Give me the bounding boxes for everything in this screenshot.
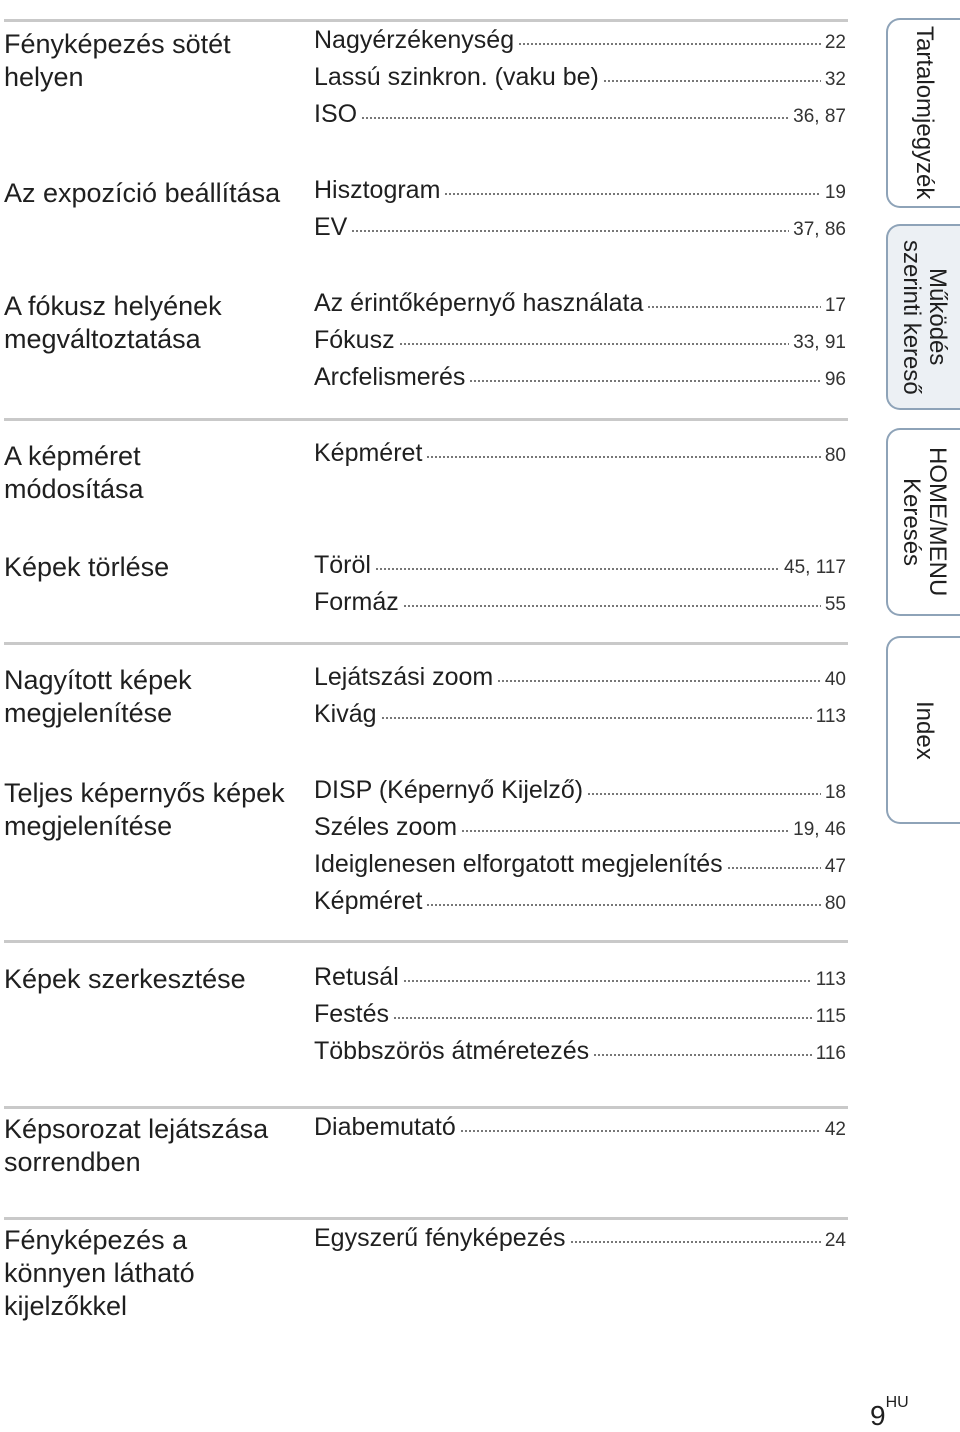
page-number-value: 9 (870, 1400, 886, 1431)
leader-dots (426, 455, 820, 459)
entry-label: Kivág (314, 700, 377, 728)
index-entry[interactable] (314, 1113, 846, 1147)
entry-page: 18 (824, 782, 846, 803)
tab-index[interactable] (886, 636, 960, 824)
tab-operation-search-label: Működés szerinti kereső (898, 239, 951, 395)
entry-label: Töröl (314, 551, 371, 579)
entry-page: 37, 86 (793, 219, 846, 240)
entry-label: Hisztogram (314, 176, 441, 204)
leader-dots (570, 1240, 821, 1244)
entry-label: Ideiglenesen elforgatott megjelenítés (314, 850, 723, 878)
entry-page: 42 (824, 1119, 846, 1140)
entry-label: Lassú szinkron. (vaku be) (314, 63, 599, 91)
index-entry[interactable] (314, 887, 846, 921)
entry-page: 32 (824, 69, 846, 90)
index-entry[interactable] (314, 850, 846, 884)
tab-contents[interactable] (886, 18, 960, 208)
tab-contents-label: Tartalomjegyzék (911, 26, 938, 200)
leader-dots (587, 792, 821, 796)
category-title: Fényképezés a könnyen látható kijelzőkkel (4, 1225, 195, 1321)
section-divider (4, 418, 848, 421)
index-entry[interactable] (314, 26, 846, 60)
leader-dots (393, 1016, 812, 1020)
index-entry[interactable] (314, 963, 846, 997)
leader-dots (444, 192, 820, 196)
section-divider (4, 19, 848, 22)
category-title: Képsorozat lejátszása sorrendben (4, 1114, 269, 1177)
entry-label: DISP (Képernyő Kijelző) (314, 776, 584, 804)
entry-label: Formáz (314, 588, 399, 616)
category-title: A fókusz helyének megváltoztatása (4, 291, 222, 354)
entry-label: Az érintőképernyő használata (314, 289, 644, 317)
index-entry[interactable] (314, 363, 846, 397)
leader-dots (403, 979, 812, 983)
entry-label: Festés (314, 1000, 390, 1028)
leader-dots (518, 42, 821, 46)
index-entry[interactable] (314, 439, 846, 473)
leader-dots (461, 829, 789, 833)
leader-dots (647, 305, 820, 309)
entry-label: Széles zoom (314, 813, 458, 841)
tab-index-label: Index (911, 700, 938, 760)
index-entry[interactable] (314, 63, 846, 97)
entry-page: 80 (824, 893, 846, 914)
leader-dots (426, 903, 820, 907)
category-title: Fényképezés sötét helyen (4, 29, 231, 92)
entry-page: 22 (824, 32, 846, 53)
entry-page: 116 (815, 1043, 846, 1064)
leader-dots (399, 342, 790, 346)
entry-page: 115 (815, 1006, 846, 1027)
leader-dots (603, 79, 821, 83)
entry-label: Diabemutató (314, 1113, 456, 1141)
entry-page: 36, 87 (793, 106, 846, 127)
section-divider (4, 1106, 848, 1109)
index-entry[interactable] (314, 588, 846, 622)
category-title: Teljes képernyős képek megjelenítése (4, 778, 285, 841)
section-divider (4, 642, 848, 645)
section-divider (4, 940, 848, 943)
index-entry[interactable] (314, 289, 846, 323)
leader-dots (403, 604, 821, 608)
leader-dots (593, 1053, 812, 1057)
entry-label: Arcfelismerés (314, 363, 466, 391)
section-divider (4, 1217, 848, 1220)
index-entry[interactable] (314, 326, 846, 360)
tab-operation-search[interactable] (886, 224, 960, 410)
entry-page: 19, 46 (793, 819, 846, 840)
entry-page: 47 (824, 856, 846, 877)
entry-page: 55 (824, 594, 846, 615)
category-title: A képméret módosítása (4, 441, 144, 504)
entry-page: 19 (824, 182, 846, 203)
entry-label: Egyszerű fényképezés (314, 1224, 566, 1252)
tab-home-menu-search[interactable] (886, 428, 960, 616)
category-title: Képek törlése (4, 552, 170, 582)
entry-label: Retusál (314, 963, 399, 991)
entry-page: 24 (824, 1230, 846, 1251)
leader-dots (381, 716, 812, 720)
entry-label: Nagyérzékenység (314, 26, 515, 54)
index-entry[interactable] (314, 213, 846, 247)
entry-page: 17 (824, 295, 846, 316)
leader-dots (497, 679, 821, 683)
entry-page: 40 (824, 669, 846, 690)
entry-label: Képméret (314, 439, 423, 467)
index-entry[interactable] (314, 100, 846, 134)
leader-dots (375, 567, 780, 571)
index-entry[interactable] (314, 551, 846, 585)
category-title: Képek szerkesztése (4, 964, 246, 994)
leader-dots (727, 866, 821, 870)
leader-dots (469, 379, 820, 383)
leader-dots (460, 1129, 821, 1133)
entry-label: ISO (314, 100, 358, 128)
entry-label: Többszörös átméretezés (314, 1037, 590, 1065)
index-entry[interactable] (314, 1000, 846, 1034)
leader-dots (361, 116, 789, 120)
entry-label: Képméret (314, 887, 423, 915)
page-number (870, 1394, 909, 1432)
entry-label: EV (314, 213, 348, 241)
index-entry[interactable] (314, 700, 846, 734)
entry-label: Lejátszási zoom (314, 663, 494, 691)
entry-page: 45, 117 (784, 557, 846, 578)
entry-page: 80 (824, 445, 846, 466)
index-entry[interactable] (314, 1224, 846, 1258)
entry-page: 96 (824, 369, 846, 390)
leader-dots (351, 229, 789, 233)
index-entry[interactable] (314, 176, 846, 210)
page-language-code: HU (885, 1394, 909, 1411)
index-entry[interactable] (314, 776, 846, 810)
entry-page: 113 (815, 969, 846, 990)
index-entry[interactable] (314, 1037, 846, 1071)
tab-home-menu-search-label: HOME/MENU Keresés (898, 447, 951, 597)
category-title: Nagyított képek megjelenítése (4, 665, 192, 728)
index-entry[interactable] (314, 663, 846, 697)
index-entry[interactable] (314, 813, 846, 847)
entry-page: 113 (815, 706, 846, 727)
entry-page: 33, 91 (793, 332, 846, 353)
category-title: Az expozíció beállítása (4, 178, 281, 208)
entry-label: Fókusz (314, 326, 395, 354)
